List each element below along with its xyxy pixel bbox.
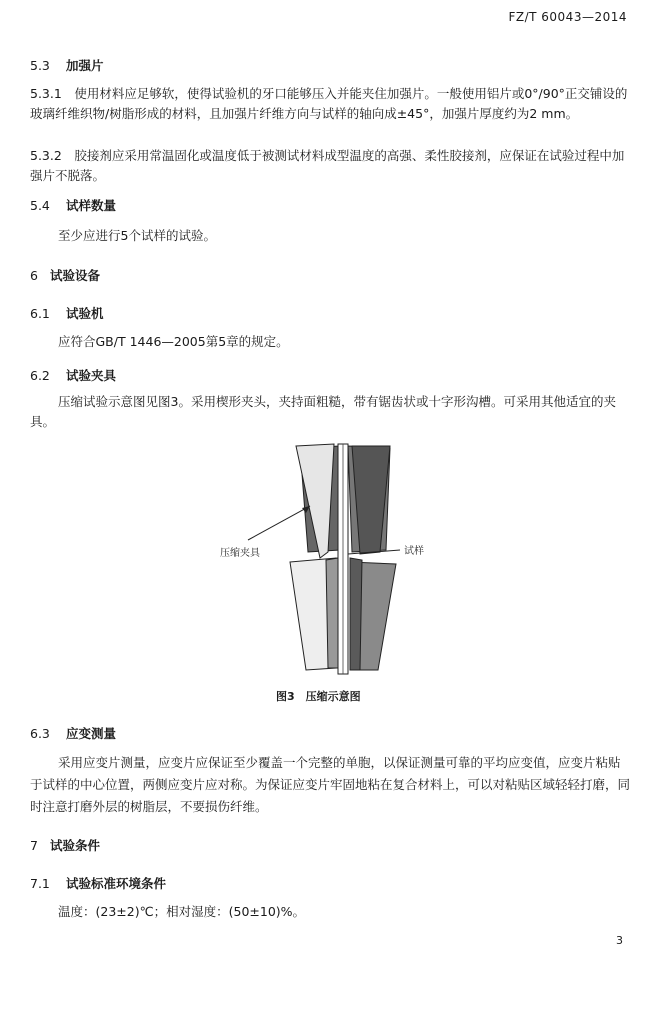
label-specimen: 试样 — [404, 546, 424, 557]
header-doc-id: FZ/T 60043—2014 — [508, 10, 627, 24]
paragraph-7-1: 温度：(23±2)℃；相对湿度：(50±10)%。 — [58, 904, 306, 919]
paragraph-6-1: 应符合GB/T 1446—2005第5章的规定。 — [58, 334, 289, 349]
heading-6-1: 6.1 试验机 — [30, 306, 104, 321]
heading-6: 6 试验设备 — [30, 268, 101, 283]
heading-7-1: 7.1 试验标准环境条件 — [30, 876, 167, 891]
page-number: 3 — [616, 934, 623, 947]
heading-7: 7 试验条件 — [30, 838, 101, 853]
compression-figure — [200, 440, 460, 680]
paragraph-6-3: 采用应变片测量，应变片应保证至少覆盖一个完整的单胞，以保证测量可靠的平均应变值，应变片粘贴于试样的中心位置，两侧应变片应对称。为保证应变片牢固地粘在复合材料上，可以对粘贴区域轻轻打磨，同时注意打磨外层的树脂层，不要损伤纤维。 — [30, 755, 631, 814]
paragraph-5-4: 至少应进行5个试样的试验。 — [58, 228, 216, 243]
heading-6-2: 6.2 试验夹具 — [30, 368, 117, 383]
heading-5-3: 5.3 加强片 — [30, 58, 104, 73]
label-clamp: 压缩夹具 — [220, 548, 260, 559]
heading-6-3: 6.3 应变测量 — [30, 726, 117, 741]
paragraph-5-3-2: 5.3.2 胶接剂应采用常温固化或温度低于被测试材料成型温度的高强、柔性胶接剂，应保证在试验过程中加强片不脱落。 — [30, 148, 625, 183]
figure-caption: 图3 压缩示意图 — [276, 690, 361, 703]
heading-5-4: 5.4 试样数量 — [30, 198, 117, 213]
paragraph-6-2: 压缩试验示意图见图3。采用楔形夹头，夹持面粗糙，带有锯齿状或十字形沟槽。可采用其他适宜的夹具。 — [30, 394, 616, 429]
paragraph-5-3-1: 5.3.1 使用材料应足够软，使得试验机的牙口能够压入并能夹住加强片。一般使用铝片或0°/90°正交铺设的玻璃纤维织物/树脂形成的材料，且加强片纤维方向与试样的轴向成±45°，加强片厚度约为2 mm。 — [30, 86, 628, 121]
